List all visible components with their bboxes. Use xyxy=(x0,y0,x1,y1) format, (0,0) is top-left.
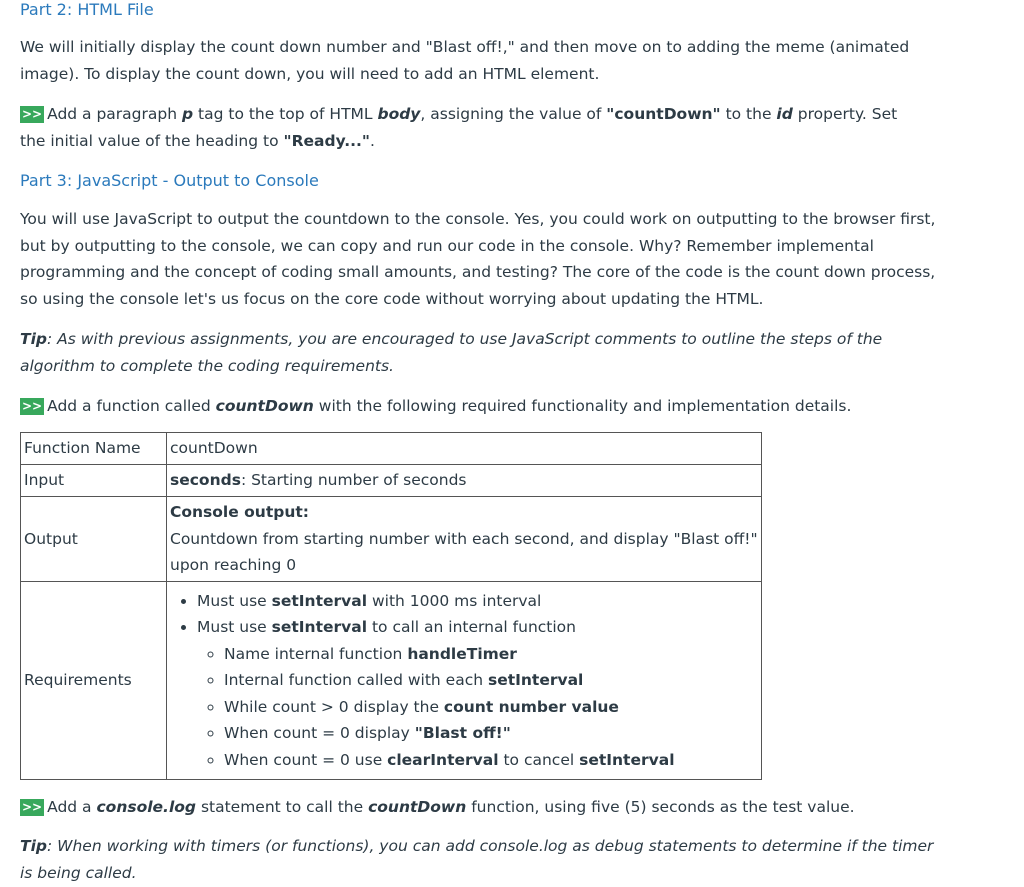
table-row xyxy=(21,465,762,497)
list-item: ◦ Internal function called with each setInterval xyxy=(224,667,758,694)
table-value-output: Console output: Countdown from starting number with each second, and display "Blast off!" upon reaching 0 xyxy=(167,497,762,582)
table-label-output: Output xyxy=(21,497,167,582)
part2-step: >> Add a paragraph p tag to the top of HTML body, assigning the value of "countDown" to the id property. Set the initial value of the heading to "Ready...". xyxy=(20,105,898,150)
part3-intro: You will use JavaScript to output the countdown to the console. Yes, you could work on outputting to the browser first, but by outputting to the console, we can copy and run our code in the console. Why? Remember implemental programming and the concept of coding small amounts, and testing? The core of the code is the count down process, so using the console let's us focus on the core code without worrying about updating the HTML. xyxy=(20,210,936,308)
table-label-requirements: Requirements xyxy=(21,582,167,780)
part3-tip2: Tip: When working with timers (or functions), you can add console.log as debug statements to determine if the timer is being called. xyxy=(20,837,934,882)
list-item: • Must use setInterval to call an internal function ◦ Name internal function handleTimer ◦ Internal function called with each setInterval ◦ While count > 0 display the count number value ◦ When count = 0 display "Blast off!" ◦ When count = 0 use clearInterval to cancel setInterval xyxy=(197,614,758,773)
part3-tip1: Tip: As with previous assignments, you are encouraged to use JavaScript comments to outline the steps of the algorithm to complete the coding requirements. xyxy=(20,330,883,375)
part2-heading: Part 2: HTML File xyxy=(20,0,154,19)
table-label-function-name: Function Name xyxy=(21,433,167,465)
table-row xyxy=(21,433,762,465)
list-item: ◦ Name internal function handleTimer xyxy=(224,641,758,668)
list-item: ◦ While count > 0 display the count number value xyxy=(224,694,758,721)
list-item: • Must use setInterval with 1000 ms interval xyxy=(197,588,758,615)
step-arrow-icon: >> xyxy=(22,800,43,814)
requirements-table xyxy=(20,432,762,780)
table-row xyxy=(21,582,762,780)
list-item: ◦ When count = 0 use clearInterval to cancel setInterval xyxy=(224,747,758,774)
list-item: ◦ When count = 0 display "Blast off!" xyxy=(224,720,758,747)
part2-intro: We will initially display the count down number and "Blast off!," and then move on to adding the meme (animated image). To display the count down, you will need to add an HTML element. xyxy=(20,38,910,83)
requirements-sublist xyxy=(197,641,758,774)
table-value-requirements xyxy=(167,582,762,780)
part3-step1: >> Add a function called countDown with the following required functionality and implementation details. xyxy=(22,397,852,415)
step-arrow-icon: >> xyxy=(22,399,43,413)
requirements-list xyxy=(170,588,758,774)
table-row xyxy=(21,497,762,582)
table-value-function-name: countDown xyxy=(167,433,762,465)
step-arrow-icon: >> xyxy=(22,107,43,121)
table-label-input: Input xyxy=(21,465,167,497)
table-value-input: seconds: Starting number of seconds xyxy=(167,465,762,497)
part3-step2: >> Add a console.log statement to call the countDown function, using five (5) seconds as the test value. xyxy=(22,798,855,816)
part3-heading: Part 3: JavaScript - Output to Console xyxy=(20,171,319,190)
